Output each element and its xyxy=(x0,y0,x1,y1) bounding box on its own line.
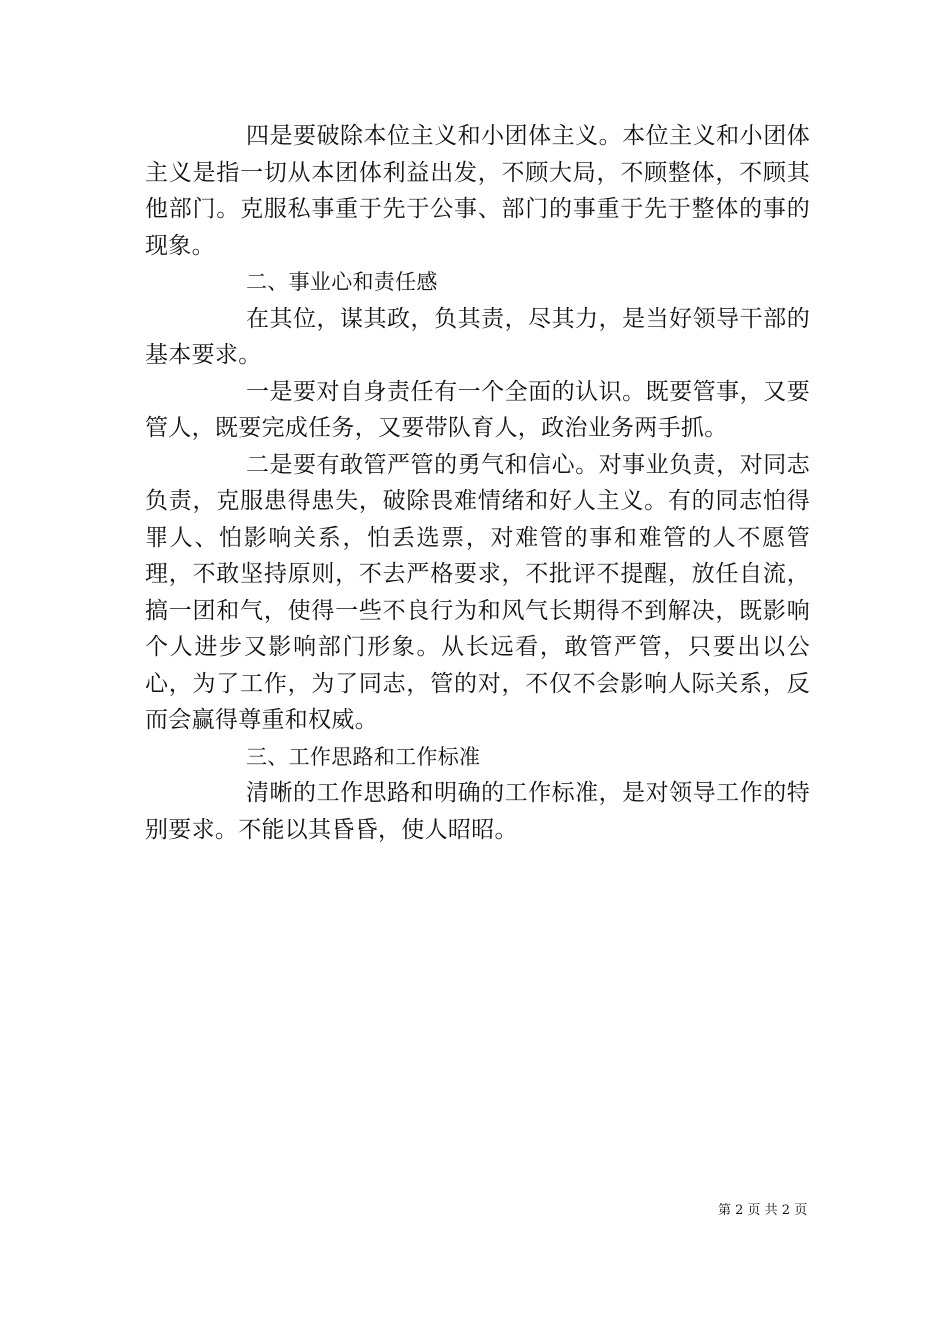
section-heading-work-standards: 三、工作思路和工作标准 xyxy=(246,744,481,769)
page-number-footer: 第 2 页 共 2 页 xyxy=(718,1203,808,1218)
document-body xyxy=(145,118,810,848)
paragraph-basic-requirement: 在其位，谋其政，负其责，尽其力，是当好领导干部的基本要求。 xyxy=(145,305,810,368)
paragraph-courage-to-manage: 二是要有敢管严管的勇气和信心。对事业负责，对同志负责，克服患得患失，破除畏难情绪和好人主义。有的同志怕得罪人、怕影响关系，怕丢选票，对难管的事和难管的人不愿管理，不敢坚持原则，不去严格要求，不批评不提醒，放任自流，搞一团和气，使得一些不良行为和风气长期得不到解决，既影响个人进步又影响部门形象。从长远看，敢管严管，只要出以公心，为了工作，为了同志，管的对，不仅不会影响人际关系，反而会赢得尊重和权威。 xyxy=(145,451,810,733)
section-heading-dedication: 二、事业心和责任感 xyxy=(246,270,438,294)
paragraph-clear-thinking: 清晰的工作思路和明确的工作标准，是对领导工作的特别要求。不能以其昏昏，使人昭昭。 xyxy=(145,780,810,843)
paragraph-remove-departmentalism: 四是要破除本位主义和小团体主义。本位主义和小团体主义是指一切从本团体利益出发，不顾大局，不顾整体，不顾其他部门。克服私事重于先于公事、部门的事重于先于整体的事的现象。 xyxy=(145,123,810,259)
paragraph-understand-responsibility: 一是要对自身责任有一个全面的认识。既要管事，又要管人，既要完成任务，又要带队育人，政治业务两手抓。 xyxy=(145,378,810,441)
